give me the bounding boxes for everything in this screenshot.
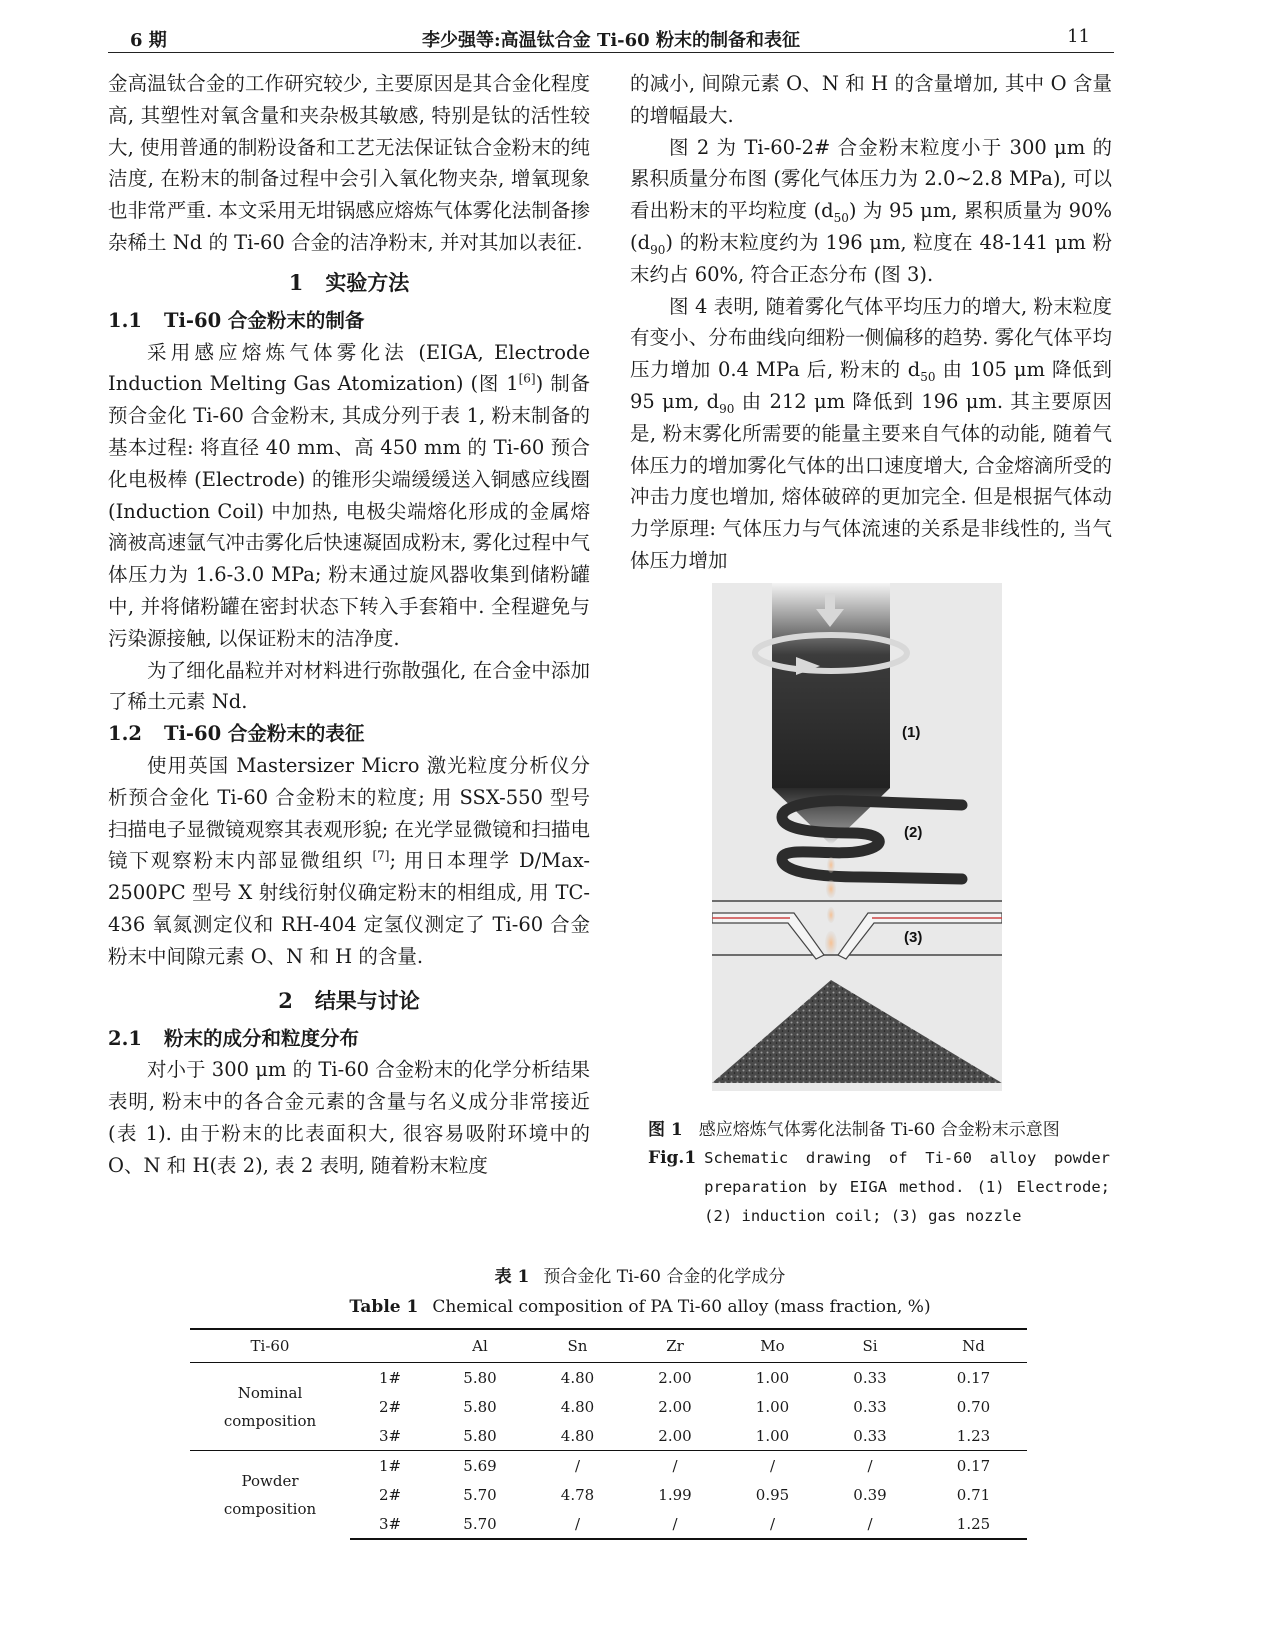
table-cell: / bbox=[625, 1451, 725, 1481]
caption-text: 预合金化 Ti-60 合金的化学成分 bbox=[543, 1267, 786, 1287]
subsection-1-1-heading bbox=[108, 305, 590, 337]
table-cell: 4.80 bbox=[560, 1426, 595, 1445]
column-header bbox=[350, 1329, 430, 1363]
table-cell: 1.25 bbox=[920, 1509, 1027, 1539]
caption-label: Fig.1 bbox=[648, 1148, 697, 1168]
column-header: Zr bbox=[625, 1329, 725, 1363]
table-cell: 0.17 bbox=[920, 1363, 1027, 1393]
section-title: 结果与讨论 bbox=[314, 987, 420, 1013]
table-cell: 5.80 bbox=[463, 1397, 497, 1416]
section-2-heading bbox=[108, 983, 590, 1019]
caption-english bbox=[648, 1144, 1110, 1231]
text-run: 由 212 μm 降低到 196 μm. 其主要原因是, 粉末雾化所需要的能量主要来自气体的动能, 随着气体压力的增加雾化气体的出口速度增大, 合金熔滴所受的冲击力度也增加, 熔体破碎的更加完全. 但是根据气体动力学原理: 气体压力与气体流速的关系是非线性的, 当气体压力增加 bbox=[630, 389, 1112, 572]
subsection-number: 1.1 bbox=[108, 308, 142, 332]
table-cell: 1.99 bbox=[658, 1485, 692, 1504]
section-title: 实验方法 bbox=[325, 269, 410, 295]
text-run: ) 为 95 μm, 累积质量为 90%(d bbox=[630, 199, 1112, 254]
paragraph-fig2-discussion bbox=[630, 132, 1112, 291]
table-cell: 2.00 bbox=[658, 1426, 692, 1445]
paragraph-eiga-method bbox=[108, 337, 590, 655]
table-cell: 0.33 bbox=[853, 1426, 887, 1445]
column-header: Sn bbox=[530, 1329, 625, 1363]
row-group-label bbox=[190, 1363, 350, 1451]
subsection-title: Ti-60 合金粉末的制备 bbox=[164, 308, 365, 332]
column-header: Al bbox=[430, 1329, 530, 1363]
table-cell: 1.23 bbox=[956, 1426, 991, 1445]
subscript: 90 bbox=[650, 242, 666, 257]
paragraph-fig4-discussion bbox=[630, 291, 1112, 577]
table-cell: / bbox=[625, 1509, 725, 1539]
subscript: 50 bbox=[833, 211, 849, 226]
column-header: Ti-60 bbox=[190, 1329, 350, 1363]
label-induction-coil: (2) bbox=[904, 824, 923, 841]
table-cell: 2# bbox=[378, 1485, 402, 1504]
text-run: ) 制备预合金化 Ti-60 合金粉末, 其成分列于表 1, 粉末制备的基本过程: 将直径 40 mm、高 450 mm 的 Ti-60 预合化电极棒 (Electrode) 的锥形尖端缓缓送入铜感应线圈 (Induction Coil) 中加热, 电极尖端熔化形成的金属熔滴被高速氩气冲击雾化后快速凝固成粉末, 雾化过程中气体压力为 1.6-3.0 MPa; 粉末通过旋风器收集到储粉罐中, 并将储粉罐在密封状态下转入手套箱中. 全程避免与污染源接触, 以保证粉末的洁净度. bbox=[108, 372, 590, 650]
left-column bbox=[108, 68, 590, 1182]
citation-ref: [6] bbox=[518, 371, 536, 386]
table-cell: 2.00 bbox=[625, 1363, 725, 1393]
subscript: 50 bbox=[920, 370, 936, 385]
subsection-title: 粉末的成分和粒度分布 bbox=[164, 1026, 360, 1050]
table-cell: 1.00 bbox=[755, 1397, 790, 1416]
subsection-number: 1.2 bbox=[108, 722, 142, 746]
table-cell: 5.69 bbox=[430, 1451, 530, 1481]
composition-table bbox=[190, 1328, 1027, 1540]
subsection-number: 2.1 bbox=[108, 1026, 142, 1050]
table-cell: 0.17 bbox=[920, 1451, 1027, 1481]
table-row bbox=[190, 1363, 1027, 1393]
table-cell: / bbox=[725, 1509, 820, 1539]
table-cell: 3# bbox=[350, 1509, 430, 1539]
subsection-2-1-heading bbox=[108, 1023, 590, 1055]
column-header: Si bbox=[820, 1329, 920, 1363]
running-header bbox=[108, 24, 1114, 53]
column-header: Mo bbox=[725, 1329, 820, 1363]
running-title: 李少强等:高温钛合金 Ti-60 粉末的制备和表征 bbox=[422, 30, 800, 51]
table-cell: 2.00 bbox=[658, 1397, 692, 1416]
table-cell: / bbox=[530, 1451, 625, 1481]
issue-number: 6 期 bbox=[130, 30, 167, 51]
right-column bbox=[630, 68, 1112, 577]
table-cell: 0.71 bbox=[956, 1485, 991, 1504]
group-name-line: composition bbox=[223, 1411, 317, 1430]
caption-text: Schematic drawing of Ti-60 alloy powder preparation by EIGA method. (1) Electrode; (2) induction coil; (3) gas nozzle bbox=[704, 1149, 1110, 1225]
table-cell: 1# bbox=[350, 1451, 430, 1481]
page-number: 11 bbox=[1067, 26, 1090, 47]
table-cell: / bbox=[530, 1509, 625, 1539]
figure-1-caption bbox=[648, 1116, 1110, 1231]
table-1 bbox=[190, 1328, 1027, 1540]
table-cell: 1# bbox=[350, 1363, 430, 1393]
label-gas-nozzle: (3) bbox=[904, 929, 923, 946]
table-cell: 5.70 bbox=[463, 1485, 497, 1504]
section-number: 2 bbox=[278, 987, 293, 1013]
caption-chinese bbox=[648, 1116, 1110, 1144]
caption-label: 图 1 bbox=[648, 1120, 683, 1140]
group-name-line: composition bbox=[223, 1500, 317, 1518]
table-cell: / bbox=[725, 1451, 820, 1481]
table-1-caption bbox=[190, 1262, 1090, 1322]
table-cell: 4.78 bbox=[560, 1485, 595, 1504]
citation-ref: [7] bbox=[372, 848, 390, 863]
table-cell: 5.70 bbox=[430, 1509, 530, 1539]
section-number: 1 bbox=[288, 269, 304, 295]
row-group-label bbox=[190, 1451, 350, 1540]
caption-label: Table 1 bbox=[349, 1297, 419, 1317]
subsection-title: Ti-60 合金粉末的表征 bbox=[164, 722, 365, 746]
caption-text: Chemical composition of PA Ti-60 alloy (mass fraction, %) bbox=[432, 1297, 931, 1317]
text-run: 采用感应熔炼气体雾化法 (EIGA, Electrode Induction Melting Gas Atomization) (图 1 bbox=[108, 340, 590, 396]
table-row bbox=[190, 1451, 1027, 1481]
table-cell: / bbox=[820, 1509, 920, 1539]
text-run: ) 的粉末粒度约为 196 μm, 粒度在 48-141 μm 粉末约占 60%, 符合正态分布 (图 3). bbox=[630, 230, 1112, 286]
subscript: 90 bbox=[719, 401, 735, 416]
table-cell: 0.33 bbox=[820, 1363, 920, 1393]
table-cell: 1.00 bbox=[755, 1426, 790, 1445]
table-cell: 1.00 bbox=[725, 1363, 820, 1393]
paragraph-nd-addition: 为了细化晶粒并对材料进行弥散强化, 在合金中添加了稀土元素 Nd. bbox=[108, 658, 590, 714]
group-name-line: Powder bbox=[241, 1472, 299, 1490]
text-run: 由 105 μm 降低到 95 μm, d bbox=[630, 358, 1112, 413]
table-cell: / bbox=[820, 1451, 920, 1481]
column-header: Nd bbox=[920, 1329, 1027, 1363]
subsection-1-2-heading bbox=[108, 718, 590, 750]
table-cell: 4.80 bbox=[530, 1363, 625, 1393]
text-run: 使用英国 Mastersizer Micro 激光粒度分析仪分析预合金化 Ti-60 合金粉末的粒度; 用 SSX-550 型号扫描电子显微镜观察其表观形貌; 在光学显微镜和扫描电镜下观察粉末内部显微组织 bbox=[108, 753, 590, 873]
text-run: 图 4 表明, 随着雾化气体平均压力的增大, 粉末粒度有变小、分布曲线向细粉一侧偏移的趋势. 雾化气体平均压力增加 0.4 MPa 后, 粉末的 d bbox=[630, 294, 1112, 382]
caption-english bbox=[190, 1292, 1090, 1322]
table-header-row bbox=[190, 1329, 1027, 1363]
caption-label: 表 1 bbox=[494, 1267, 530, 1287]
figure-1-eiga-schematic bbox=[712, 583, 1002, 1091]
paragraph-continued: 的减小, 间隙元素 O、N 和 H 的含量增加, 其中 O 含量的增幅最大. bbox=[630, 72, 1112, 127]
table-cell: 0.39 bbox=[853, 1485, 887, 1504]
label-electrode: (1) bbox=[902, 724, 921, 741]
table-cell: 5.80 bbox=[430, 1363, 530, 1393]
table-cell: 3# bbox=[378, 1426, 402, 1445]
paragraph-composition-results: 对小于 300 μm 的 Ti-60 合金粉末的化学分析结果表明, 粉末中的各合金元素的含量与名义成分非常接近 (表 1). 由于粉末的比表面积大, 很容易吸附环境中的 O、N 和 H(表 2), 表 2 表明, 随着粉末粒度 bbox=[108, 1058, 590, 1177]
paragraph-characterization bbox=[108, 750, 590, 973]
text-run: ; 用日本理学 D/Max-2500PC 型号 X 射线衍射仪确定粉末的相组成, 用 TC-436 氧氮测定仪和 RH-404 定氢仪测定了 Ti-60 合金粉末中间隙元素 O、N 和 H 的含量. bbox=[108, 849, 590, 968]
table-cell: 5.80 bbox=[463, 1426, 497, 1445]
caption-chinese bbox=[190, 1262, 1090, 1292]
section-1-heading bbox=[108, 265, 590, 301]
eiga-schematic-svg bbox=[712, 583, 1002, 1091]
text-run: 图 2 为 Ti-60-2# 合金粉末粒度小于 300 μm 的累积质量分布图 (雾化气体压力为 2.0~2.8 MPa), 可以看出粉末的平均粒度 (d bbox=[630, 135, 1112, 223]
caption-text: 感应熔炼气体雾化法制备 Ti-60 合金粉末示意图 bbox=[698, 1120, 1060, 1140]
intro-paragraph: 金高温钛合金的工作研究较少, 主要原因是其合金化程度高, 其塑性对氧含量和夹杂极其敏感, 特别是钛的活性较大, 使用普通的制粉设备和工艺无法保证钛合金粉末的纯洁度, 在粉末的制备过程中会引入氧化物夹杂, 增氧现象也非常严重. 本文采用无坩锅感应熔炼气体雾化法制备掺杂稀土 Nd 的 Ti-60 合金的洁净粉末, 并对其加以表征. bbox=[108, 72, 590, 254]
table-cell: 0.33 bbox=[853, 1397, 887, 1416]
table-cell: 2# bbox=[378, 1397, 402, 1416]
table-cell: 4.80 bbox=[560, 1397, 595, 1416]
table-cell: 0.70 bbox=[956, 1397, 991, 1416]
table-cell: 0.95 bbox=[755, 1485, 790, 1504]
group-name-line: Nominal bbox=[237, 1383, 303, 1402]
